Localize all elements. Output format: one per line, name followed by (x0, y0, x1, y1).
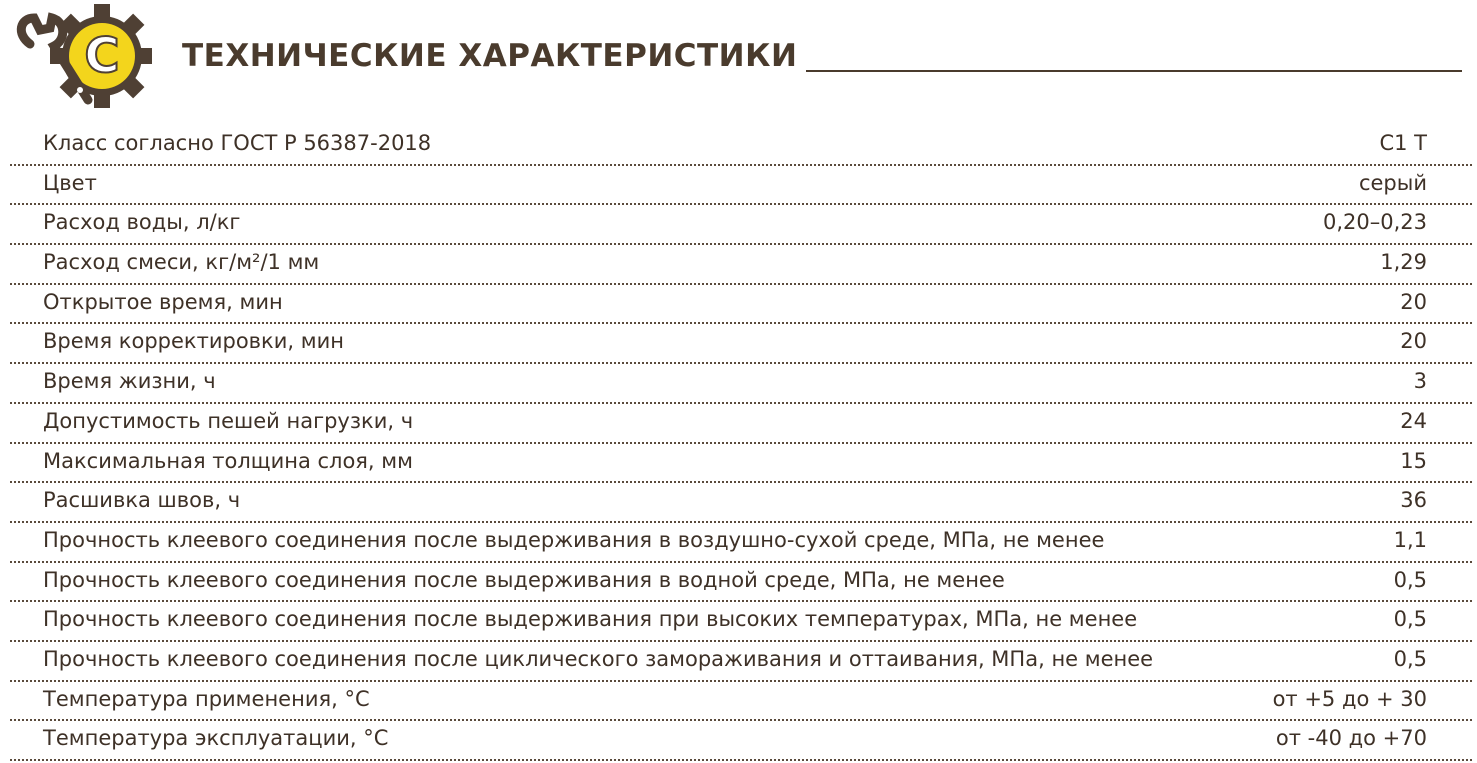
table-row (10, 285, 1472, 325)
row-label: Цвет (43, 170, 97, 195)
row-label: Максимальная толщина слоя, мм (43, 448, 413, 473)
row-value: C1 T (1379, 131, 1427, 155)
row-value: 0,5 (1393, 607, 1427, 632)
table-row (10, 364, 1472, 404)
section-header (0, 0, 1477, 118)
table-row (10, 404, 1472, 444)
table-row (10, 523, 1472, 563)
table-row (10, 245, 1472, 285)
table-row (10, 602, 1472, 642)
row-label: Температура эксплуатации, °С (43, 726, 389, 751)
row-value: 24 (1400, 408, 1427, 433)
wrench-gear-logo-icon (10, 4, 152, 112)
row-value: 36 (1400, 488, 1427, 513)
row-value: 1,29 (1380, 250, 1427, 275)
row-label: Расход смеси, кг/м²/1 мм (43, 250, 320, 275)
table-row (10, 483, 1472, 523)
row-value: от +5 до + 30 (1272, 686, 1427, 711)
row-value: 1,1 (1393, 527, 1427, 552)
row-label: Время корректировки, мин (43, 329, 344, 354)
row-label: Расход воды, л/кг (43, 210, 241, 235)
row-value: 0,5 (1393, 567, 1427, 592)
table-row (10, 682, 1472, 722)
row-label: Прочность клеевого соединения после выдерживания при высоких температурах, МПа, не менее (43, 607, 1138, 632)
row-label: Прочность клеевого соединения после выдерживания в водной среде, МПа, не менее (43, 567, 1005, 592)
row-value: 3 (1413, 369, 1427, 394)
row-value: 20 (1400, 289, 1427, 314)
specs-table (10, 126, 1472, 761)
title-divider (806, 70, 1462, 72)
row-value: 0,5 (1393, 646, 1427, 671)
logo-letter: С (84, 28, 120, 84)
row-label: Расшивка швов, ч (43, 488, 241, 513)
table-row (10, 444, 1472, 484)
row-label: Температура применения, °С (43, 686, 370, 711)
table-row (10, 205, 1472, 245)
table-row (10, 563, 1472, 603)
row-value: серый (1358, 170, 1427, 195)
row-label: Допустимость пешей нагрузки, ч (43, 408, 414, 433)
table-row (10, 324, 1472, 364)
row-label: Прочность клеевого соединения после циклического замораживания и оттаивания, МПа, не менее (43, 646, 1154, 671)
row-value: 15 (1400, 448, 1427, 473)
row-label: Класс согласно ГОСТ Р 56387-2018 (43, 131, 432, 155)
row-label: Прочность клеевого соединения после выдерживания в воздушно-сухой среде, МПа, не менее (43, 527, 1105, 552)
row-value: от -40 до +70 (1275, 726, 1427, 751)
row-value: 0,20–0,23 (1322, 210, 1427, 235)
row-value: 20 (1400, 329, 1427, 354)
table-row (10, 126, 1472, 166)
table-row (10, 721, 1472, 761)
row-label: Открытое время, мин (43, 289, 283, 314)
page-title: ТЕХНИЧЕСКИЕ ХАРАКТЕРИСТИКИ (182, 38, 798, 74)
row-label: Время жизни, ч (43, 369, 216, 394)
table-row (10, 642, 1472, 682)
table-row (10, 166, 1472, 206)
